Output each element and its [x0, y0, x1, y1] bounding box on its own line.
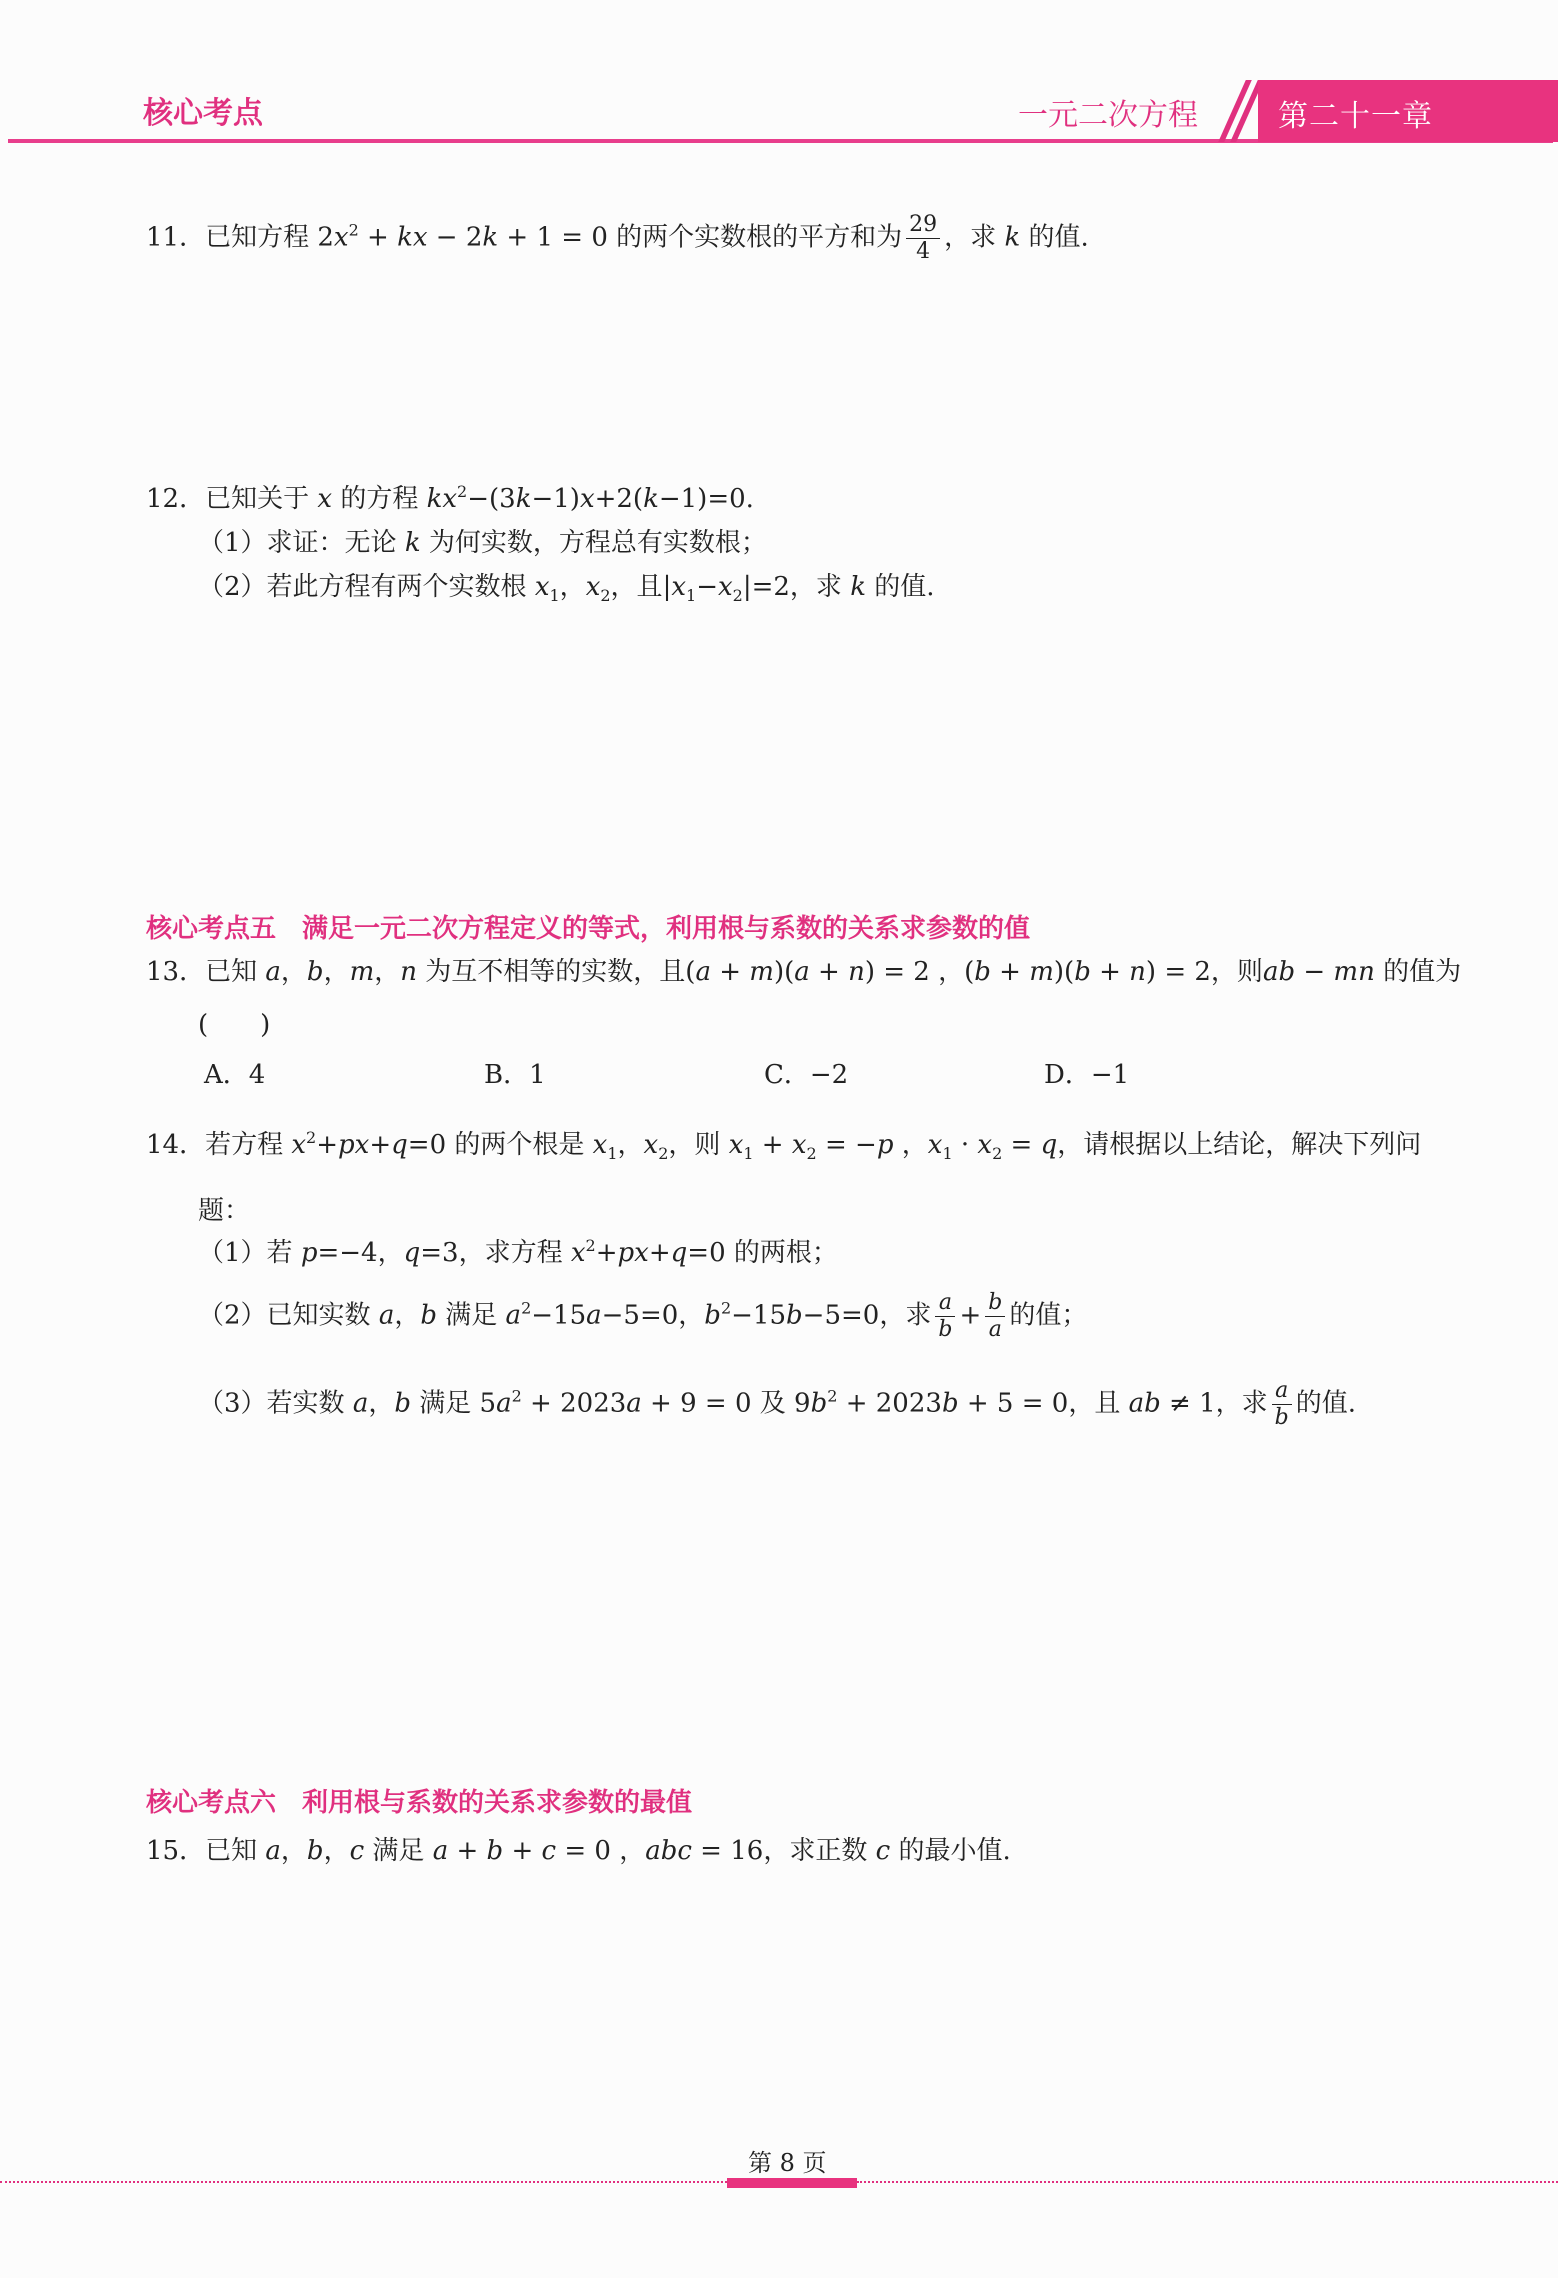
- header-chapter-tab-label: 第二十一章: [1278, 99, 1433, 134]
- question-number: 12．: [146, 484, 206, 514]
- header-left-title: 核心考点: [143, 96, 263, 131]
- footer-dotted-rule: [857, 2181, 1558, 2183]
- section-heading-5: 核心考点五 满足一元二次方程定义的等式，利用根与系数的关系求参数的值: [146, 914, 1031, 944]
- question-14-part-1: （1）若 p=−4，q=3，求方程 $x^2+px+q=0$ 的两根；: [198, 1236, 838, 1268]
- question-14-continuation: 题：: [198, 1196, 251, 1226]
- answer-blank: ( ): [198, 1010, 271, 1040]
- question-14: 14．若方程 $x^2+px+q=0$ 的两个根是 $x_1$，$x_2$，则 $x_1 + x_2 = -p$ ，$x_1 \cdot x_2 = q$，请根据以上结论，解决下列问: [146, 1128, 1422, 1163]
- footer-dotted-rule: [0, 2181, 727, 2183]
- header-chapter-title: 一元二次方程: [1018, 98, 1198, 133]
- option-d[interactable]: D．−1: [1044, 1060, 1130, 1090]
- fraction: $\frac{b}{a}$: [985, 1290, 1005, 1343]
- option-a[interactable]: A．4: [204, 1060, 266, 1090]
- fraction: $\frac{29}{4}$: [906, 212, 940, 265]
- question-11: 11．已知方程 $2x^2$ + kx − 2k + 1 = 0 的两个实数根的平方和为 $\frac{29}{4}$ ，求 k 的值.: [146, 212, 1089, 264]
- question-number: 11．: [146, 222, 206, 253]
- question-15: 15．已知 a，b，c 满足 a + b + c = 0 ，abc = 16，求正数 c 的最小值.: [146, 1836, 1011, 1866]
- question-14-part-3: （3）若实数 a，b 满足 $5a^2 + 2023a + 9 = 0$ 及 $9b^2 + 2023b + 5 = 0$，且 ab ≠ 1，求 $\frac{a}{b}$ 的值.: [198, 1378, 1356, 1430]
- footer-accent-bar: [727, 2178, 857, 2188]
- question-14-part-2: （2）已知实数 a，b 满足 $a^2-15a-5=0$，$b^2-15b-5=0$，求 $\frac{a}{b}$ + $\frac{b}{a}$ 的值；: [198, 1290, 1088, 1342]
- question-12: 12．已知关于 x 的方程 $kx^2-(3k-1)x+2(k-1)=0$.: [146, 482, 754, 514]
- question-13: 13．已知 a，b，m，n 为互不相等的实数，且(a + m)(a + n) = 2 ，(b + m)(b + n) = 2，则ab − mn 的值为: [146, 957, 1462, 987]
- question-number: 15．: [146, 1836, 206, 1866]
- option-c[interactable]: C．−2: [764, 1060, 849, 1090]
- fraction: $\frac{a}{b}$: [935, 1290, 955, 1343]
- question-number: 14．: [146, 1130, 206, 1160]
- section-heading-6: 核心考点六 利用根与系数的关系求参数的最值: [146, 1788, 693, 1818]
- question-number: 13．: [146, 957, 206, 987]
- option-b[interactable]: B．1: [484, 1060, 546, 1090]
- page-number: 第 8 页: [748, 2149, 827, 2177]
- question-12-part-2: （2）若此方程有两个实数根 $x_1$，$x_2$，且$|x_1-x_2|=2$，求 k 的值.: [198, 572, 935, 605]
- question-12-part-1: （1）求证：无论 k 为何实数，方程总有实数根；: [198, 528, 767, 558]
- fraction: $\frac{a}{b}$: [1272, 1378, 1292, 1431]
